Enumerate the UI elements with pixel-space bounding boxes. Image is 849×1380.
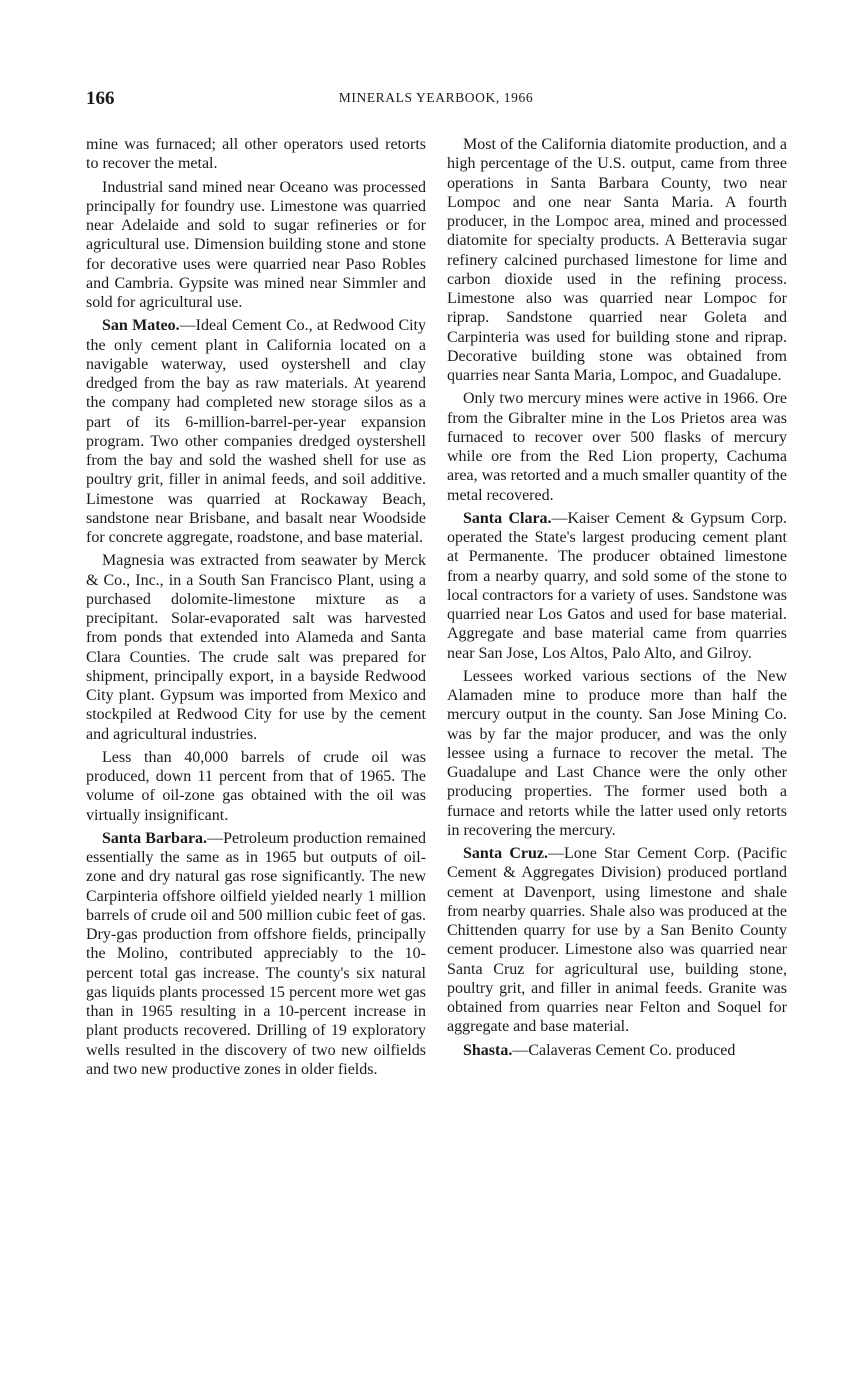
paragraph-text: mine was furnaced; all other operators used retorts to recover the metal. [86, 136, 426, 173]
paragraph-text: Most of the California diatomite production, and a high percentage of the U.S. output, came from three operations in Santa Barbara County, two near Lompoc and one near Santa Maria. A fourth producer, in the Lompoc area, mined and processed diatomite for specialty products. A Betteravia sugar refinery calcined purchased limestone for lime and carbon dioxide used in the refining process. Limestone also was quarried near Lompoc for riprap. Sandstone quarried near Goleta and Carpinteria was used for building stone and riprap. Decorative building stone was obtained from quarries near Santa Maria, Lompoc, and Guadalupe. [447, 136, 787, 384]
county-heading: Santa Cruz. [463, 845, 548, 862]
right-column [447, 135, 787, 1064]
paragraph [447, 509, 787, 663]
paragraph [86, 135, 426, 174]
paragraph-text: —Kaiser Cement & Gypsum Corp. operated the State's largest producing cement plant at Permanente. The producer obtained limestone from a nearby quarry, and sold some of the stone to local contractors for a variety of uses. Sandstone was quarried near Los Gatos and used for base material. Aggregate and base material came from quarries near San Jose, Los Altos, Palo Alto, and Gilroy. [447, 509, 787, 662]
paragraph-text: —Lone Star Cement Corp. (Pacific Cement & Aggregates Division) produced portland cement at Davenport, using limestone and shale from nearby quarries. Shale also was produced at the Chittenden quarry for use by a San Benito County cement producer. Limestone also was quarried near Santa Cruz for agricultural use, building stone, poultry grit, and filler in animal feeds. Granite was obtained from quarries near Felton and Soquel for aggregate and base material. [447, 845, 788, 1036]
running-head: MINERALS YEARBOOK, 1966 [338, 90, 534, 105]
paragraph [86, 316, 426, 547]
paragraph-text: —Ideal Cement Co., at Redwood City the only cement plant in California located on a navigable waterway, used oystershell and clay dredged from the bay as raw materials. At yearend the company had completed new storage silos as a part of its 6-million-barrel-per-year expansion program. Two other companies dredged oystershell from the bay and sold the washed shell for use as poultry grit, filler in animal feeds, and soil additive. Limestone was quarried at Rockaway Beach, sandstone near Brisbane, and basalt near Woodside for concrete aggregate, roadstone, and base material. [86, 317, 427, 546]
paragraph [86, 178, 426, 313]
paragraph-text: Lessees worked various sections of the New Alamaden mine to produce more than half the mercury output in the county. San Jose Mining Co. was by far the major producer, and was the only lessee using a furnace to recover the metal. The Guadalupe and Last Chance were the only other producing properties. The former used both a furnace and retorts while the latter used only retorts in recovering the mercury. [447, 667, 787, 839]
paragraph [86, 551, 426, 744]
paragraph [86, 748, 426, 825]
page-header [86, 88, 786, 114]
paragraph [447, 844, 787, 1037]
county-heading: San Mateo. [102, 317, 180, 335]
paragraph [86, 829, 426, 1079]
left-column [86, 135, 426, 1083]
county-heading: Shasta. [463, 1041, 513, 1059]
paragraph-text: Less than 40,000 barrels of crude oil was produced, down 11 percent from that of 1965. The volume of oil-zone gas obtained with the oil was virtually insignificant. [86, 748, 426, 824]
paragraph [447, 389, 787, 505]
paragraph [447, 667, 787, 840]
page-number: 166 [86, 88, 115, 109]
county-heading: Santa Clara. [463, 509, 552, 527]
paragraph-text: —Petroleum production remained essentially the same as in 1965 but outputs of oil-zone and dry natural gas rose significantly. The new Carpinteria offshore oilfield yielded nearly 1 million barrels of crude oil and 500 million cubic feet of gas. Dry-gas production from offshore fields, principally the Molino, contributed appreciably to the 10-percent total gas increase. The county's six natural gas liquids plants processed 15 percent more wet gas than in 1965 resulting in a 10-percent increase in plant products recovered. Drilling of 19 exploratory wells resulted in the discovery of two new oilfields and two new productive zones in older fields. [86, 829, 426, 1078]
paragraph [447, 135, 787, 385]
county-heading: Santa Barbara. [102, 829, 208, 847]
paragraph-text: Magnesia was extracted from seawater by Merck & Co., Inc., in a South San Francisco Plant, using a purchased dolomite-limestone mixture as a precipitant. Solar-evaporated salt was harvested from ponds that extended into Alameda and Santa Clara Counties. The crude salt was prepared for shipment, principally export, in a bayside Redwood City plant. Gypsum was imported from Mexico and stockpiled at Redwood City for use by the cement and agricultural industries. [86, 552, 426, 743]
paragraph-text: Only two mercury mines were active in 1966. Ore from the Gibralter mine in the Los Prietos area was furnaced to recover over 500 flasks of mercury while ore from the Red Lion property, Cachuma area, was retorted and a much smaller quantity of the metal recovered. [447, 390, 787, 504]
paragraph [447, 1041, 787, 1060]
paragraph-text: —Calaveras Cement Co. produced [512, 1041, 736, 1059]
paragraph-text: Industrial sand mined near Oceano was processed principally for foundry use. Limestone was quarried near Adelaide and sold to sugar refineries or for agricultural use. Dimension building stone and stone for decorative uses were quarried near Paso Robles and Cambria. Gypsite was mined near Simmler and sold for agricultural use. [86, 178, 426, 311]
